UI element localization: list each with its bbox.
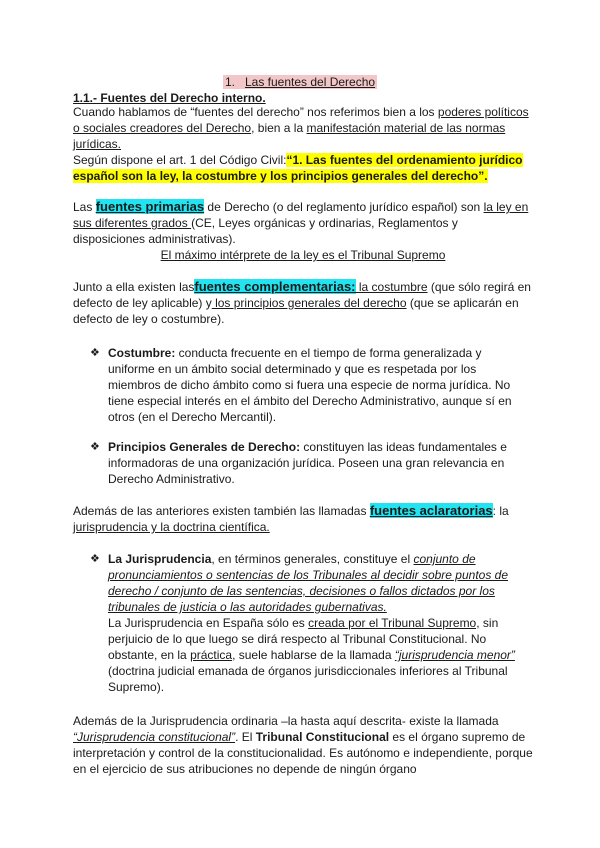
bullet-item-jurisprudencia <box>90 551 530 695</box>
intro-paragraph <box>73 104 533 152</box>
complementarias-paragraph <box>73 279 533 327</box>
civil-code-paragraph <box>73 152 533 184</box>
complementarias-underlined-1: la costumbre <box>355 280 428 294</box>
intro-text: Cuando hablamos de “fuentes del derecho” nos referimos bien a los <box>73 105 438 119</box>
bullet-body <box>108 345 530 425</box>
complementarias-text: Junto a ella existen las <box>73 280 195 294</box>
primarias-paragraph <box>73 199 533 247</box>
diamond-bullet-icon: ❖ <box>90 553 100 565</box>
constitucional-text: Además de la Jurisprudencia ordinaria –la hasta aquí descrita- existe la llamada <box>73 714 499 728</box>
jurisprudencia-p2-underlined: creada por el Tribunal Supremo, <box>308 616 480 630</box>
bullet-text: conducta frecuente en el tiempo de forma generalizada y uniforme en un ámbito social determinado y que es respetada por los miembros de dicho ámbito como si fuera una especie de norma jurídica. No tiene especial interés en el ámbito del Derecho Administrativo, aunque sí en otros (en el Derecho Mercantil). <box>108 346 512 424</box>
primarias-text-post: (CE, Leyes orgánicas y ordinarias, Reglamentos y disposiciones administrativas). <box>73 216 458 246</box>
title-text: Las fuentes del Derecho <box>244 75 376 89</box>
aclaratorias-text: Además de las anteriores existen también las llamadas <box>73 504 370 518</box>
section-heading: 1.1.- Fuentes del Derecho interno. <box>73 91 266 105</box>
constitucional-text-mid: . El <box>235 730 256 744</box>
jurisprudencia-p2-text-post: (doctrina judicial emanada de órganos jurisdiccionales inferiores al Tribunal Supremo). <box>108 664 508 694</box>
bullet-text: constituyen las ideas fundamentales e informadoras de una organización jurídica. Poseen una gran relevancia en Derecho Administrativo. <box>108 440 507 486</box>
constitucional-text-post: es el órgano supremo de interpretación y control de la constitucionalidad. Es autónomo e independiente, porque en el ejercicio de sus atribuciones no depende de ningún órgano <box>73 730 533 776</box>
jurisprudencia-italic-definition: conjunto de pronunciamientos o sentencias de los Tribunales al decidir sobre puntos de derecho / conjunto de las sentencias, decisiones o fallos dictados por los tribunales de justicia o las autoridades gubernativas. <box>108 552 509 614</box>
bullet-term: La Jurisprudencia <box>108 552 212 566</box>
jurisprudencia-p2-text-mid2: , suele hablarse de la llamada <box>232 648 395 662</box>
jurisprudencia-text: , en términos generales, constituye el <box>211 552 414 566</box>
bullet-body <box>108 439 530 487</box>
bullet-item-costumbre <box>90 345 530 425</box>
supreme-court-note: El máximo intérprete de la ley es el Tribunal Supremo <box>160 248 446 262</box>
intro-text-mid: , bien a la <box>251 121 307 135</box>
bullet-body <box>108 551 530 695</box>
jurisprudencia-p2-underlined-2: práctica <box>190 648 233 662</box>
tribunal-constitucional-bold: Tribunal Constitucional <box>255 730 390 744</box>
primarias-underlined: la ley en sus diferentes grados <box>73 200 529 230</box>
jurisprudencia-p2-text: La Jurisprudencia en España sólo es <box>108 616 309 630</box>
complementarias-text-post: (que se aplicarán en defecto de ley o costumbre). <box>73 296 519 326</box>
aclaratorias-highlight: fuentes aclaratorias <box>369 503 493 518</box>
page-title <box>0 74 600 90</box>
bullet-term: Principios Generales de Derecho: <box>108 440 301 454</box>
aclaratorias-underlined: jurisprudencia y la doctrina científica. <box>73 520 270 534</box>
civil-code-intro: Según dispone el art. 1 del Código Civil: <box>73 153 287 167</box>
primarias-highlight: fuentes primarias <box>95 199 205 214</box>
intro-underlined-1: poderes políticos o sociales creadores del Derecho <box>73 105 529 135</box>
complementarias-text-mid: (que sólo regirá en defecto de ley aplicable) y <box>73 280 531 310</box>
diamond-bullet-icon: ❖ <box>90 441 100 453</box>
constitucional-paragraph <box>73 713 533 777</box>
aclaratorias-text-mid: : la <box>492 504 509 518</box>
jurisprudencia-spain <box>108 615 530 695</box>
complementarias-highlight: fuentes complementarias: <box>194 279 356 294</box>
constitucional-italic: “Jurisprudencia constitucional” <box>73 730 236 744</box>
jurisprudencia-menor: “jurisprudencia menor” <box>394 648 515 662</box>
civil-code-quote: “1. Las fuentes del ordenamiento jurídico español son la ley, la costumbre y los principios generales del derecho”. <box>73 153 523 183</box>
diamond-bullet-icon: ❖ <box>90 347 100 359</box>
aclaratorias-paragraph <box>73 503 533 535</box>
bullet-term: Costumbre: <box>108 346 176 360</box>
title-number: 1. <box>224 75 235 89</box>
jurisprudencia-p2-text-mid: sin perjuicio de lo que luego se dirá respecto al Tribunal Constitucional. No obstante, en la <box>108 616 499 662</box>
bullet-item-principios <box>90 439 530 487</box>
primarias-text-mid: de Derecho (o del reglamento jurídico español) son <box>204 200 484 214</box>
intro-underlined-2: manifestación material de las normas jurídicas. <box>73 121 506 151</box>
jurisprudencia-definition <box>108 551 530 615</box>
primarias-centered-note <box>73 247 533 263</box>
complementarias-underlined-2: los principios generales del derecho <box>211 296 407 310</box>
primarias-text: Las <box>73 200 96 214</box>
